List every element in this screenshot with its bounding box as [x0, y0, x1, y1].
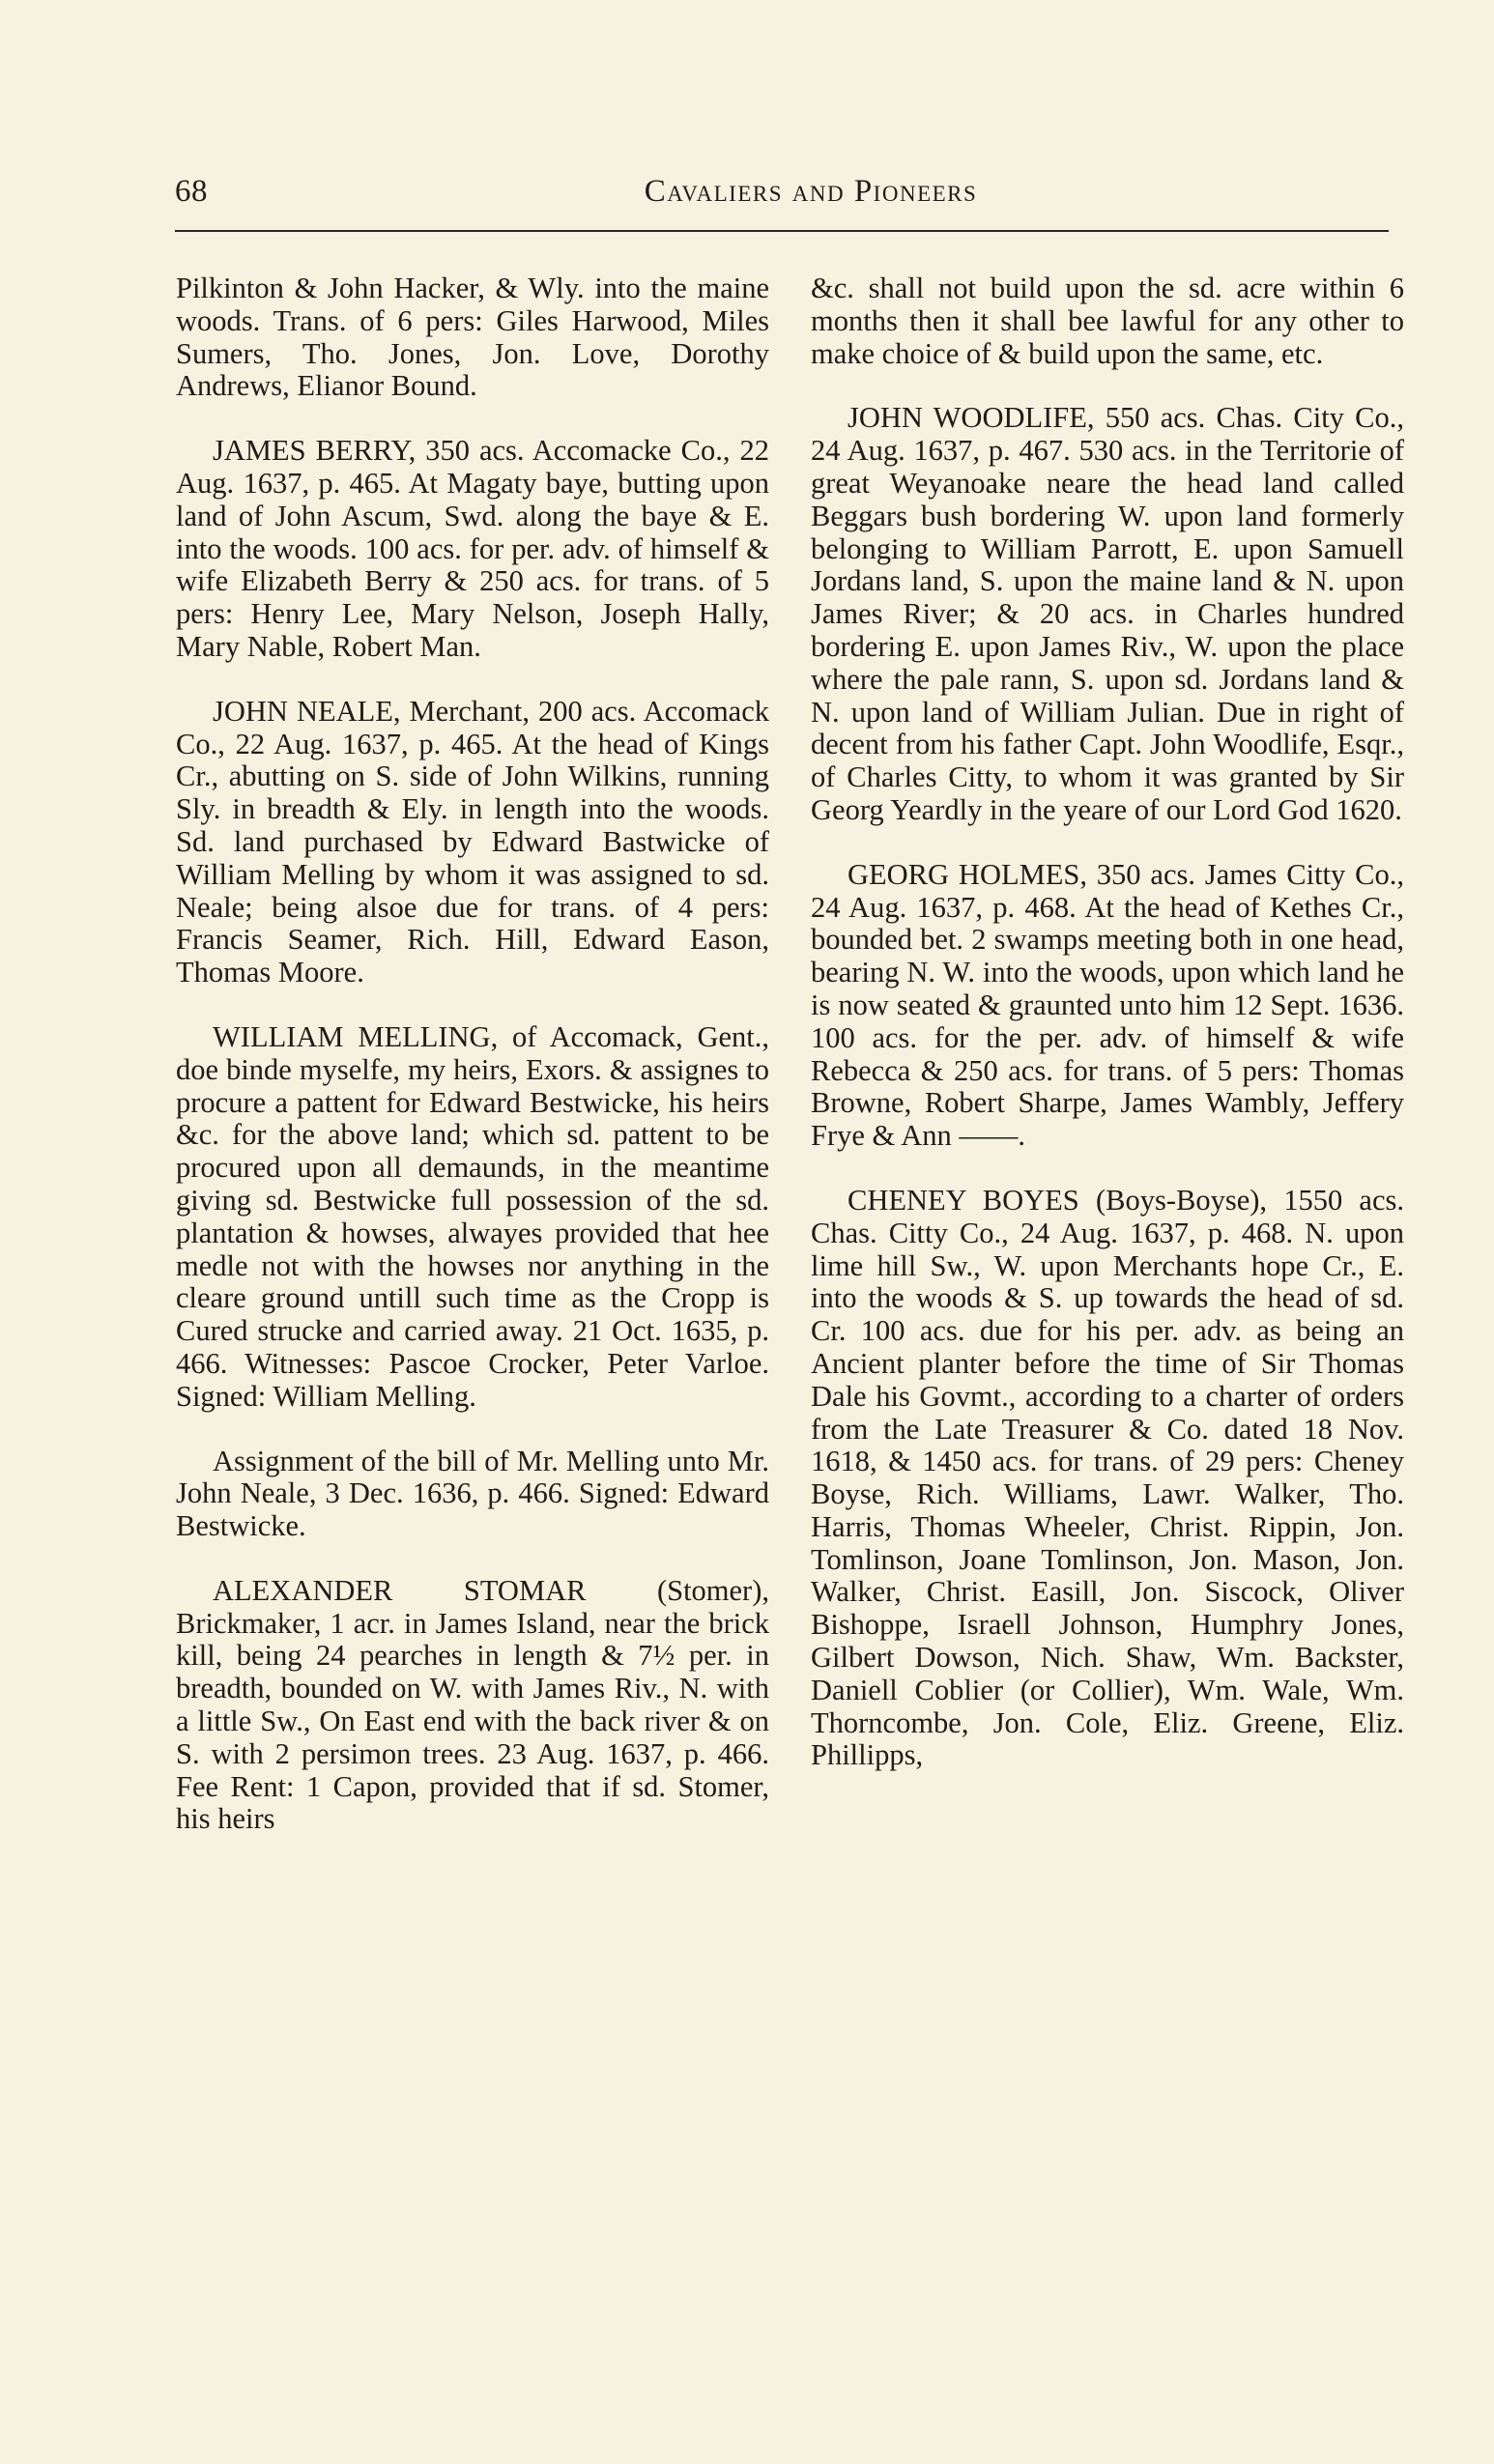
entry-assignment: Assignment of the bill of Mr. Melling unto Mr. John Neale, 3 Dec. 1636, p. 466. Signed: Edward Bestwicke. [176, 1444, 769, 1543]
entry-john-woodlife: JOHN WOODLIFE, 550 acs. Chas. City Co., 24 Aug. 1637, p. 467. 530 acs. in the Territorie of great Weyanoake neare the head land called Beggars bush bordering W. upon land formerly belonging to William Parrott, E. upon Samuell Jordans land, S. upon the maine land & N. upon James River; & 20 acs. in Charles hundred bordering E. upon James Riv., W. upon the place where the pale rann, S. upon sd. Jordans land & N. upon land of William Julian. Due in right of decent from his father Capt. John Woodlife, Esqr., of Charles Citty, to whom it was granted by Sir Georg Yeardly in the yeare of our Lord God 1620. [811, 401, 1404, 826]
entry-james-berry: JAMES BERRY, 350 acs. Accomacke Co., 22 Aug. 1637, p. 465. At Magaty baye, butting upon land of John Ascum, Swd. along the baye & E. into the woods. 100 acs. for per. adv. of himself & wife Elizabeth Berry & 250 acs. for trans. of 5 pers: Henry Lee, Mary Nelson, Joseph Hally, Mary Nable, Robert Man. [176, 434, 769, 663]
entry-continuation: Pilkinton & John Hacker, & Wly. into the maine woods. Trans. of 6 pers: Giles Harwood, Miles Sumers, Tho. Jones, Jon. Love, Dorothy Andrews, Elianor Bound. [176, 272, 769, 403]
running-title: Cavaliers and Pioneers [644, 174, 978, 209]
entry-william-melling: WILLIAM MELLING, of Accomack, Gent., doe binde myselfe, my heirs, Exors. & assignes to procure a pattent for Edward Bestwicke, his heirs &c. for the above land; which sd. pattent to be procured upon all demaunds, in the meantime giving sd. Bestwicke full possession of the sd. plantation & howses, alwayes provided that hee medle not with the howses nor anything in the cleare ground untill such time as the Cropp is Cured strucke and carried away. 21 Oct. 1635, p. 466. Witnesses: Pascoe Crocker, Peter Varloe. Signed: William Melling. [176, 1019, 769, 1413]
left-column [176, 272, 769, 1868]
entry-continuation: &c. shall not build upon the sd. acre within 6 months then it shall bee lawful for any other to make choice of & build upon the same, etc. [811, 272, 1404, 370]
page-number: 68 [175, 174, 208, 209]
entry-alexander-stomar: ALEXANDER STOMAR (Stomer), Brickmaker, 1 acr. in James Island, near the brick kill, being 24 pearches in length & 7½ per. in breadth, bounded on W. with James Riv., N. with a little Sw., On East end with the back river & on S. with 2 persimon trees. 23 Aug. 1637, p. 466. Fee Rent: 1 Capon, provided that if sd. Stomer, his heirs [176, 1573, 769, 1836]
entry-georg-holmes: GEORG HOLMES, 350 acs. James Citty Co., 24 Aug. 1637, p. 468. At the head of Kethes Cr., bounded bet. 2 swamps meeting both in one head, bearing N. W. into the woods, upon which land he is now seated & graunted unto him 12 Sept. 1636. 100 acs. for the per. adv. of himself & wife Rebecca & 250 acs. for trans. of 5 pers: Thomas Browne, Robert Sharpe, James Wambly, Jeffery Frye & Ann ——. [811, 857, 1404, 1153]
right-column [811, 272, 1404, 1804]
page-header [175, 172, 1389, 215]
header-rule [175, 230, 1389, 232]
entry-cheney-boyes: CHENEY BOYES (Boys-Boyse), 1550 acs. Chas. Citty Co., 24 Aug. 1637, p. 468. N. upon lime hill Sw., W. upon Merchants hope Cr., E. into the woods & S. up towards the head of sd. Cr. 100 acs. due for his per. adv. as being an Ancient planter before the time of Sir Thomas Dale his Govmt., according to a charter of orders from the Late Treasurer & Co. dated 18 Nov. 1618, & 1450 acs. for trans. of 29 pers: Cheney Boyse, Rich. Williams, Lawr. Walker, Tho. Harris, Thomas Wheeler, Christ. Rippin, Jon. Tomlinson, Joane Tomlinson, Jon. Mason, Jon. Walker, Christ. Easill, Jon. Siscock, Oliver Bishoppe, Israell Johnson, Humphry Jones, Gilbert Dowson, Nich. Shaw, Wm. Backster, Daniell Coblier (or Collier), Wm. Wale, Wm. Thorncombe, Jon. Cole, Eliz. Greene, Eliz. Phillipps, [811, 1183, 1404, 1772]
entry-john-neale: JOHN NEALE, Merchant, 200 acs. Accomack Co., 22 Aug. 1637, p. 465. At the head of Kings Cr., abutting on S. side of John Wilkins, running Sly. in breadth & Ely. in length into the woods. Sd. land purchased by Edward Bastwicke of William Melling by whom it was assigned to sd. Neale; being alsoe due for trans. of 4 pers: Francis Seamer, Rich. Hill, Edward Eason, Thomas Moore. [176, 694, 769, 989]
